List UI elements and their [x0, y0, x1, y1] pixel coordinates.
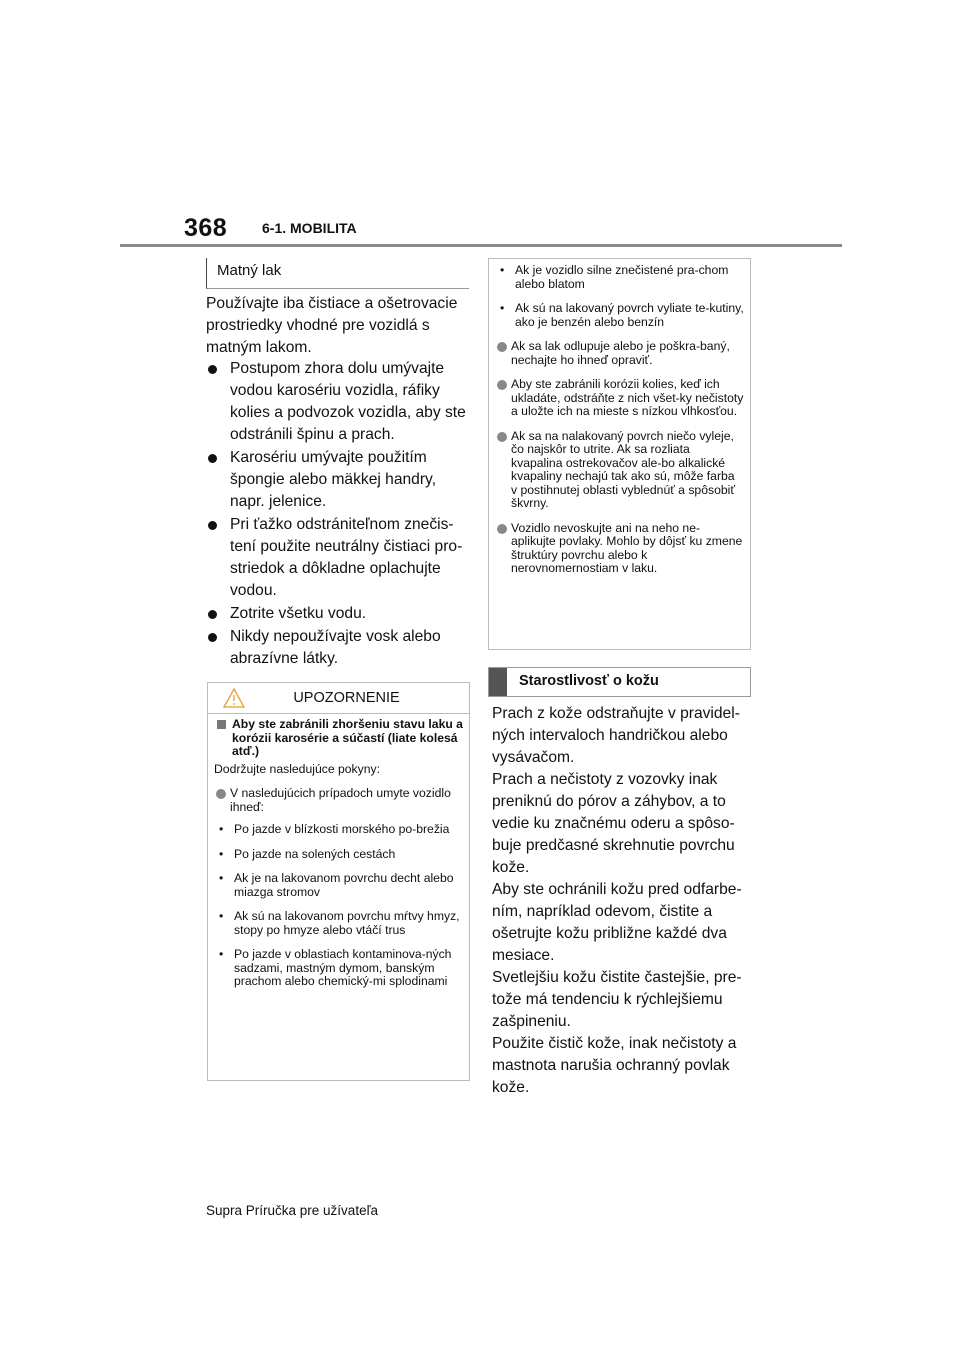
bullet-icon — [208, 633, 217, 642]
list-item: • Ak sú na lakovaný povrch vyliate te-kutiny, ako je benzén alebo benzín — [500, 301, 744, 329]
bullet-icon — [208, 454, 217, 463]
warning-circle-text: Ak sa lak odlupuje alebo je poškra-baný, nechajte ho ihneď opraviť. — [511, 339, 730, 367]
warning-heading — [214, 718, 463, 759]
list-item — [206, 514, 471, 602]
matte-bullet-list — [206, 358, 471, 671]
warning-heading-text: Aby ste zabránili zhoršeniu stavu laku a korózii karosérie a súčastí (liate kolesá atď.) — [232, 717, 463, 758]
leather-care-title: Starostlivosť o kožu — [519, 673, 659, 689]
list-item-text: Postupom zhora dolu umývajte vodou karosériu vozidla, ráfiky kolies a podvozok vozidla, aby ste odstránili špinu a prach. — [230, 360, 466, 443]
circle-bullet-icon — [216, 789, 226, 799]
warning-circle-text: Aby ste zabránili korózii kolies, keď ich ukladáte, odstráňte z nich všet-ky nečistoty a uložte ich na mieste s nízkou vlhkosťou. — [511, 377, 744, 418]
circle-bullet-icon — [497, 380, 507, 390]
list-item: • Ak je na lakovanom povrchu decht alebo miazga stromov — [219, 871, 454, 899]
square-bullet-icon — [217, 720, 226, 729]
circle-bullet-icon — [497, 432, 507, 442]
list-item-text: Karosériu umývajte použitím špongie alebo mäkkej handry, napr. jelenice. — [230, 449, 437, 510]
circle-bullet-icon — [497, 524, 507, 534]
matte-paint-title: Matný lak — [217, 262, 282, 279]
list-item: • Ak je vozidlo silne znečistené pra-chom alebo blatom — [500, 263, 729, 291]
warning-circle-item — [495, 378, 744, 419]
list-item-text: Po jazde v blízkosti morského po-brežia — [234, 822, 450, 836]
page-footer: Supra Príručka pre užívateľa — [206, 1203, 379, 1218]
list-item: • Ak sú na lakovanom povrchu mŕtvy hmyz, stopy po hmyze alebo vtáčí trus — [219, 909, 460, 937]
list-item: • Po jazde na solených cestách — [219, 846, 396, 861]
list-item-text: Zotrite všetku vodu. — [230, 605, 367, 622]
section-title: 6-1. MOBILITA — [262, 220, 357, 236]
warning-circle-item — [495, 522, 744, 576]
list-item-text: Ak je na lakovanom povrchu decht alebo miazga stromov — [234, 871, 454, 899]
warning-circle-text: Ak sa na nalakovaný povrch niečo vyleje, čo najskôr to utrite. Ak sa rozliata kvapalina ostrekovačov ale-bo alkalické kvapaliny nechajú tak ako sú, môže farba v postihnutej oblasti vyblednúť a spôsobiť škvrny. — [511, 428, 735, 510]
list-item-text: Po jazde v oblastiach kontaminova-ných sadzami, mastným dymom, banským prachom alebo chemický-mi splodinami — [234, 947, 452, 988]
list-item-text: Ak je vozidlo silne znečistené pra-chom alebo blatom — [515, 263, 729, 291]
paragraph: Prach z kože odstraňujte v pravidel-ných intervaloch handričkou alebo vysávačom. — [492, 705, 740, 766]
list-item: • Po jazde v oblastiach kontaminova-ných sadzami, mastným dymom, banským prachom alebo chemický-mi splodinami — [219, 947, 452, 988]
page-number: 368 — [184, 214, 228, 242]
bullet-icon — [208, 610, 217, 619]
warning-circle-text: V nasledujúcich prípadoch umyte vozidlo ihneď: — [230, 786, 451, 814]
leather-care-heading — [488, 667, 751, 697]
list-item — [206, 358, 471, 446]
bullet-icon — [208, 521, 217, 530]
leather-care-text — [492, 703, 754, 1099]
heading-tab — [489, 668, 507, 696]
list-item-text: Ak sú na lakovaný povrch vyliate te-kutiny, ako je benzén alebo benzín — [515, 301, 744, 329]
bullet-icon — [208, 365, 217, 374]
warning-circle-item — [214, 787, 463, 814]
paragraph: Aby ste ochránili kožu pred odfarbe-ním, napríklad odevom, čistite a ošetrujte kožu približne každé dva mesiace. — [492, 881, 742, 964]
warning-circle-text: Vozidlo nevoskujte ani na neho ne-aplikujte povlaky. Mohlo by dôjsť ku zmene štruktúry povrchu alebo k nerovnomernostiam v laku. — [511, 520, 743, 575]
warning-header — [208, 683, 469, 714]
list-item-text: Nikdy nepoužívajte vosk alebo abrazívne látky. — [230, 628, 441, 667]
list-item — [206, 447, 471, 513]
matte-intro: Používajte iba čistiace a ošetrovacie prostriedky vhodné pre vozidlá s matným lakom. — [206, 295, 458, 356]
circle-bullet-icon — [497, 342, 507, 352]
warning-continuation-box — [488, 258, 751, 650]
warning-circle-item — [495, 340, 744, 367]
matte-paint-heading — [206, 258, 469, 289]
warning-circle-item — [495, 430, 744, 511]
warning-title: UPOZORNENIE — [293, 690, 400, 706]
warning-box — [207, 682, 470, 1081]
header-rule — [120, 244, 842, 247]
list-item-text: Pri ťažko odstrániteľnom znečis-tení použite neutrálny čistiaci pro-striedok a dôkladne oplachujte vodou. — [230, 516, 463, 599]
list-item-text: Ak sú na lakovanom povrchu mŕtvy hmyz, stopy po hmyze alebo vtáčí trus — [234, 909, 460, 937]
list-item-text: Po jazde na solených cestách — [234, 846, 396, 861]
list-item: • Po jazde v blízkosti morského po-brežia — [219, 822, 450, 836]
paragraph: Prach a nečistoty z vozovky inak preniknú do pórov a záhybov, a to vedie ku značnému oderu a spôso-buje predčasné skrehnutie povrchu kože. — [492, 771, 735, 876]
warning-intro: Dodržujte nasledujúce pokyny: — [214, 761, 380, 776]
list-item — [206, 626, 471, 670]
paragraph: Použite čistič kože, inak nečistoty a mastnota narušia ochranný povlak kože. — [492, 1035, 737, 1096]
list-item — [206, 603, 471, 625]
paragraph: Svetlejšiu kožu čistite častejšie, pre-tože má tendenciu k rýchlejšiemu zašpineniu. — [492, 969, 742, 1030]
